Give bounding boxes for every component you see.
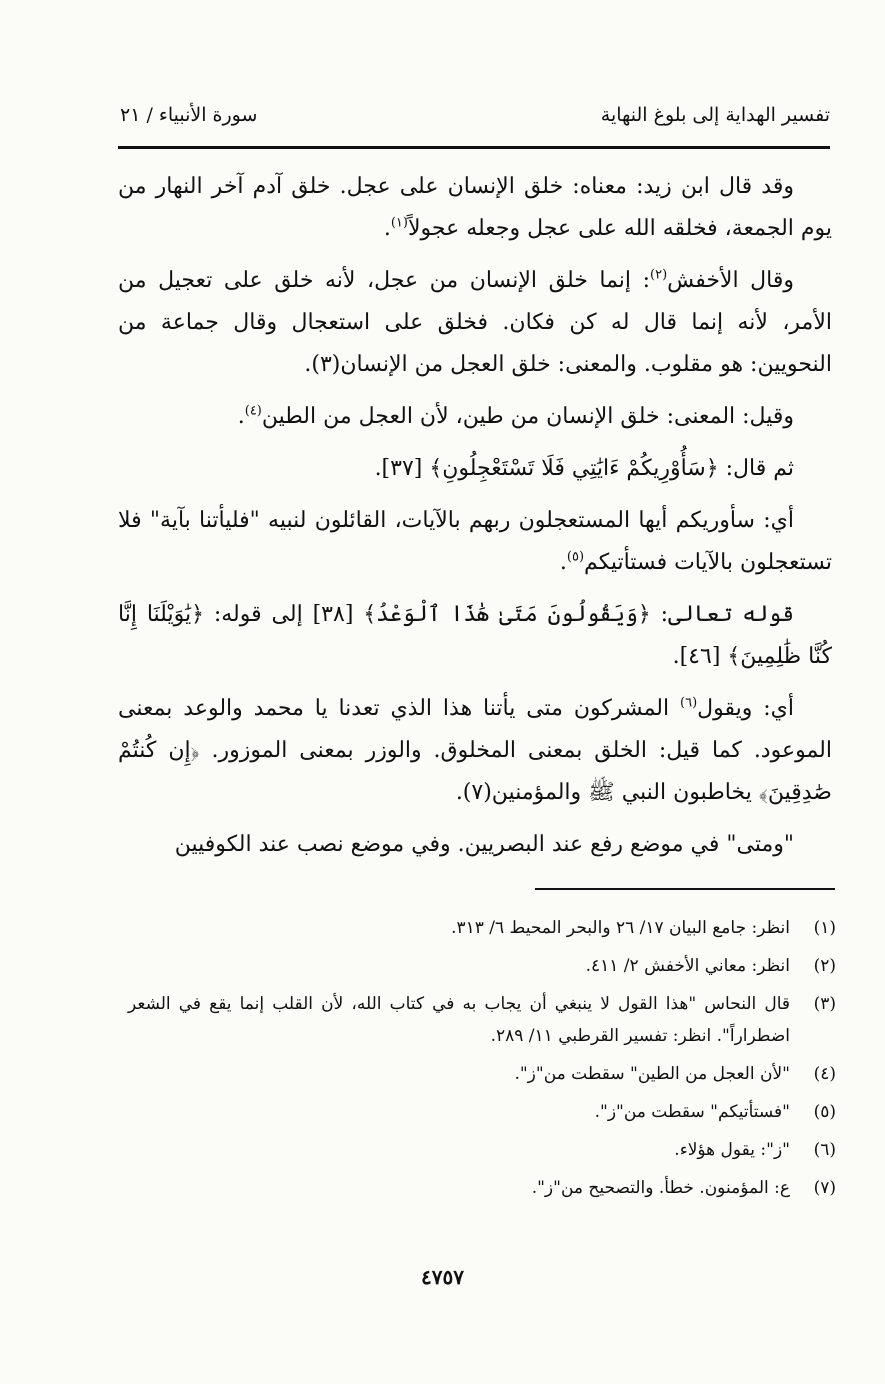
footnote-ref: (٢) — [650, 267, 668, 283]
running-header — [118, 98, 830, 134]
footnote: (١) انظر: جامع البيان ١٧/ ٢٦ والبحر المحيط ٦/ ٣١٣. — [451, 918, 836, 938]
footnote-separator — [535, 888, 835, 890]
paragraph: "ومتى" في موضع رفع عند البصريين. وفي موضع نصب عند الكوفيين — [174, 832, 794, 857]
footnote-ref: (٦) — [680, 695, 698, 711]
paragraph: وقال الأخفش$^{(٢)}$: إنما خلق الإنسان من عجل، لأنه خلق على تعجيل من الأمر، لأنه إنما قال له كن فكان. فخلق على استعجال وقال جماعة من النحويين: هو مقلوب. والمعنى: خلق العجل من الإنسان(٣). — [118, 267, 832, 377]
paragraph: أي: ويقول$^{(٦)}$ المشركون متى يأتنا هذا الذي تعدنا يا محمد والوعد بمعنى الموعود. كما قيل: الخلق بمعنى المخلوق. والوزر بمعنى الموزور. ﴿إِن كُنتُمْ صَٰدِقِينَ﴾ يخاطبون النبي ﷺ والمؤمنين(٧). — [118, 695, 832, 805]
paragraph: وقد قال ابن زيد: معناه: خلق الإنسان على عجل. خلق آدم آخر النهار من يوم الجمعة، فخلقه الله على عجل وجعله عجولاً$^{(١)}$. — [118, 174, 832, 241]
footnote: (٧) ع: المؤمنون. خطأ. والتصحيح من"ز". — [531, 1178, 836, 1198]
book-title: تفسير الهداية إلى بلوغ النهاية — [600, 104, 830, 126]
footnote: (٥) "فستأتيكم" سقطت من"ز". — [594, 1102, 836, 1122]
footnote-ref: (١) — [390, 215, 408, 231]
page-number: ٤٧٥٧ — [421, 1265, 464, 1289]
footnote-ref: (٥) — [566, 549, 585, 565]
surah-label: سورة الأنبياء / ٢١ — [120, 104, 258, 126]
main-text — [118, 166, 832, 876]
verse-paragraph: قوله تعالى: ﴿وَيَقُولُونَ مَتَىٰ هَٰذَا ٱلْوَعْدُ﴾ [٣٨] إلى قوله: ﴿يَٰوَيْلَنَا إِنَّا كُنَّا ظَٰلِمِينَ﴾ [٤٦]. — [118, 602, 832, 669]
header-rule — [118, 146, 830, 149]
footnote: (٣) قال النحاس "هذا القول لا ينبغي أن يجاب به في كتاب الله، لأن القلب إنما يقع في الشعر اضطراراً". انظر: تفسير القرطبي ١١/ ٢٨٩. — [128, 994, 836, 1046]
paragraph: وقيل: المعنى: خلق الإنسان من طين، لأن العجل من الطين$^{(٤)}$. — [237, 403, 794, 429]
footnote-ref: (٤) — [244, 403, 262, 419]
footnote: (٤) "لأن العجل من الطين" سقطت من"ز". — [514, 1064, 836, 1084]
footnote: (٢) انظر: معاني الأخفش ٢/ ٤١١. — [585, 956, 836, 976]
footnotes — [128, 912, 836, 1210]
footnote: (٦) "ز": يقول هؤلاء. — [674, 1140, 836, 1160]
verse-paragraph: ثم قال: ﴿سَأُوْرِيكُمْ ءَايَٰتِي فَلَا تَسْتَعْجِلُونِ﴾ [٣٧]. — [374, 456, 794, 481]
paragraph: أي: سأوريكم أيها المستعجلون ربهم بالآيات، القائلون لنبيه "فليأتنا بآية" فلا تستعجلون بالآيات فستأتيكم$^{(٥)}$. — [118, 508, 832, 575]
